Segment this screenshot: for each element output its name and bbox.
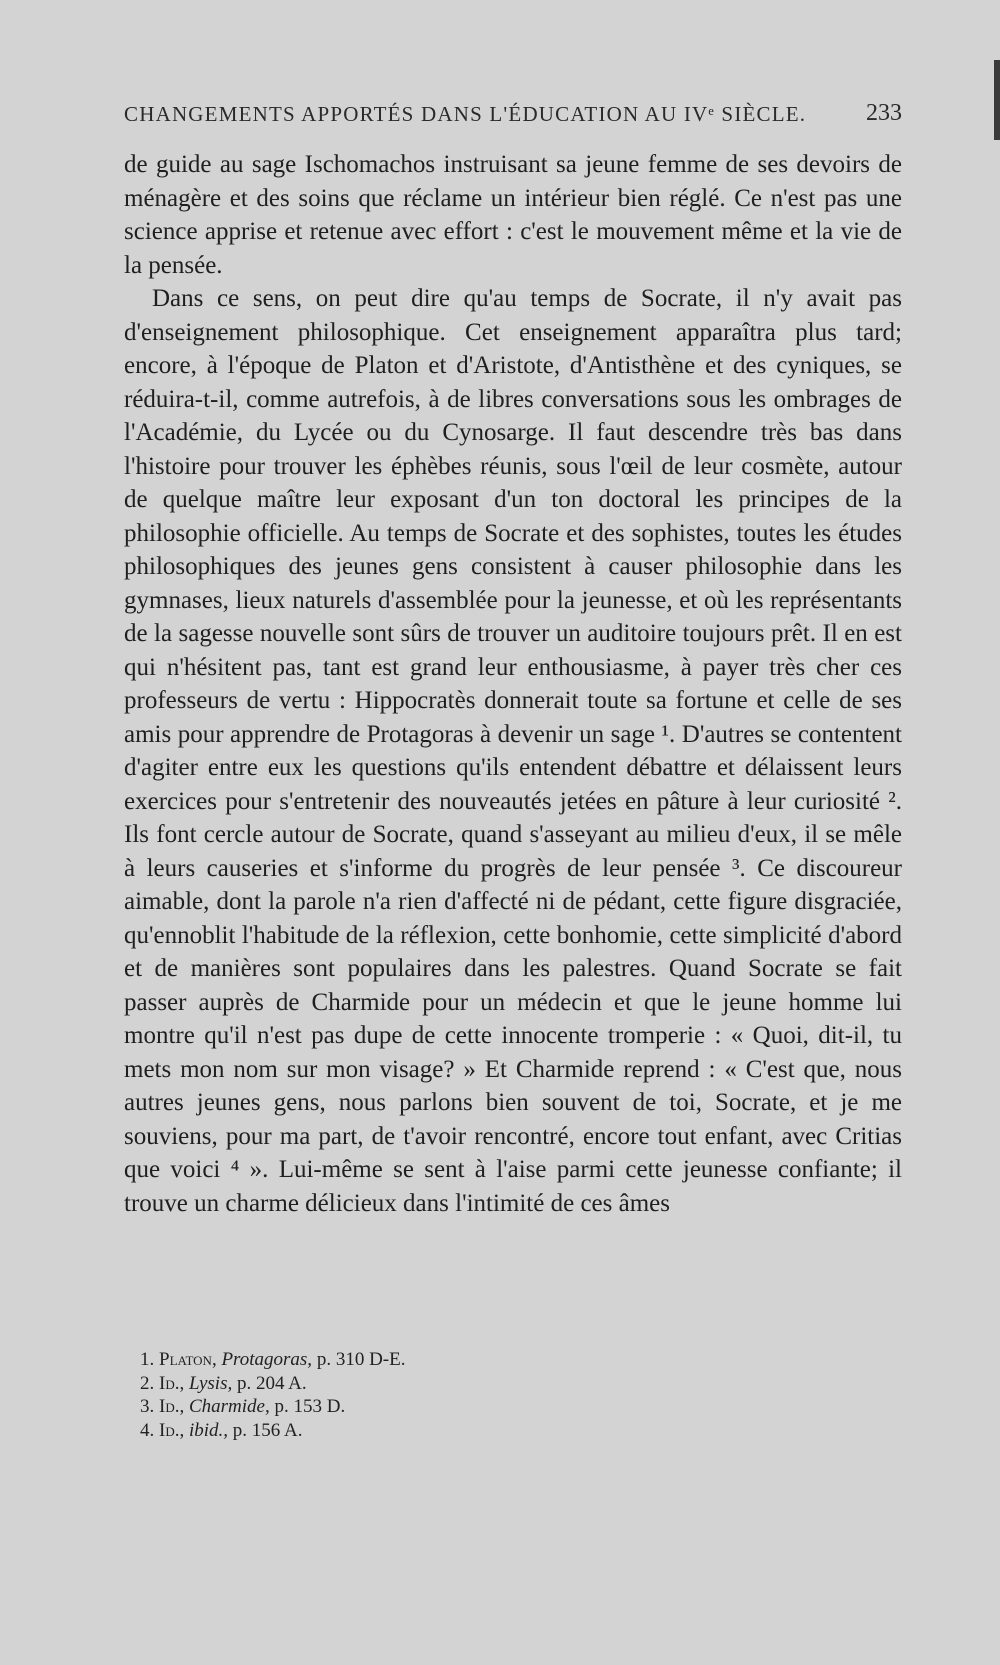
- page-header: [124, 98, 902, 134]
- footnotes: [140, 1348, 840, 1442]
- body-text: [124, 148, 902, 1220]
- footnote-reference: p. 153 D.: [274, 1396, 346, 1417]
- running-title: CHANGEMENTS APPORTÉS DANS L'ÉDUCATION AU IVᵉ SIÈCLE.: [124, 102, 807, 126]
- paragraph: Dans ce sens, on peut dire qu'au temps de Socrate, il n'y avait pas d'enseignement philosophique. Cet enseignement apparaîtra plus tard; encore, à l'époque de Platon et d'Aristote, d'Antisthène et des cyniques, se réduira-t-il, comme autrefois, à de libres conversations sous les ombrages de l'Académie, du Lycée ou du Cynosarge. Il faut descendre très bas dans l'histoire pour trouver les éphèbes réunis, sous l'œil de leur cosmète, autour de quelque maître leur exposant d'un ton doctoral les principes de la philosophie officielle. Au temps de Socrate et des sophistes, toutes les études philosophiques des jeunes gens consistent à causer philosophie dans les gymnases, lieux naturels d'assemblée pour la jeunesse, et où les représentants de la sagesse nouvelle sont sûrs de trouver un auditoire toujours prêt. Il en est qui n'hésitent pas, tant est grand leur enthousiasme, à payer très cher ces professeurs de vertu : Hippocratès donnerait toute sa fortune et celle de ses amis pour apprendre de Protagoras à devenir un sage ¹. D'autres se contentent d'agiter entre eux les questions qu'ils entendent débattre et délaissent leurs exercices pour s'entretenir des nouveautés jetées en pâture à leur curiosité ². Ils font cercle autour de Socrate, quand s'asseyant au milieu d'eux, il se mêle à leurs causeries et s'informe du progrès de leur pensée ³. Ce discoureur aimable, dont la parole n'a rien d'affecté ni de pédant, cette figure disgraciée, qu'ennoblit l'habitude de la réflexion, cette bonhomie, cette simplicité d'abord et de manières sont populaires dans les palestres. Quand Socrate se fait passer auprès de Charmide pour un médecin et que le jeune homme lui montre qu'il n'est pas dupe de cette innocente tromperie : « Quoi, dit-il, tu mets mon nom sur mon visage? » Et Charmide reprend : « C'est que, nous autres jeunes gens, nous parlons bien souvent de toi, Socrate, et je me souviens, pour ma part, de t'avoir rencontré, encore tout enfant, avec Critias que voici ⁴ ». Lui-même se sent à l'aise parmi cette jeunesse confiante; il trouve un charme délicieux dans l'intimité de ces âmes: [124, 285, 902, 1217]
- footnote-work: Protagoras,: [221, 1349, 313, 1370]
- footnote-number: 4.: [140, 1419, 155, 1441]
- footnote-work: Charmide,: [188, 1396, 270, 1417]
- footnote-reference: p. 156 A.: [232, 1419, 303, 1441]
- footnote-number: 2.: [140, 1372, 155, 1394]
- footnote-number: 1.: [140, 1349, 155, 1370]
- footnote-author: Platon,: [159, 1349, 217, 1370]
- footnote-work: Lysis,: [188, 1372, 233, 1394]
- footnote-reference: p. 310 D-E.: [316, 1349, 406, 1370]
- footnote-author: Id.,: [159, 1372, 185, 1394]
- footnote: [140, 1419, 840, 1443]
- footnote-reference: p. 204 A.: [236, 1372, 307, 1394]
- page-number: 233: [866, 100, 902, 126]
- footnote-work: ibid.,: [188, 1419, 229, 1441]
- footnote: [140, 1348, 840, 1372]
- paragraph: de guide au sage Ischomachos instruisant sa jeune femme de ses devoirs de ménagère et des soins que réclame un intérieur bien réglé. Ce n'est pas une science apprise et retenue avec effort : c'est le mouvement même et la vie de la pensée.: [124, 151, 902, 279]
- footnote-author: Id.,: [159, 1396, 185, 1417]
- footnote: [140, 1372, 840, 1396]
- footnote-number: 3.: [140, 1396, 155, 1417]
- footnote: [140, 1395, 840, 1419]
- footnote-author: Id.,: [159, 1419, 185, 1441]
- page-edge-shadow: [994, 60, 1000, 140]
